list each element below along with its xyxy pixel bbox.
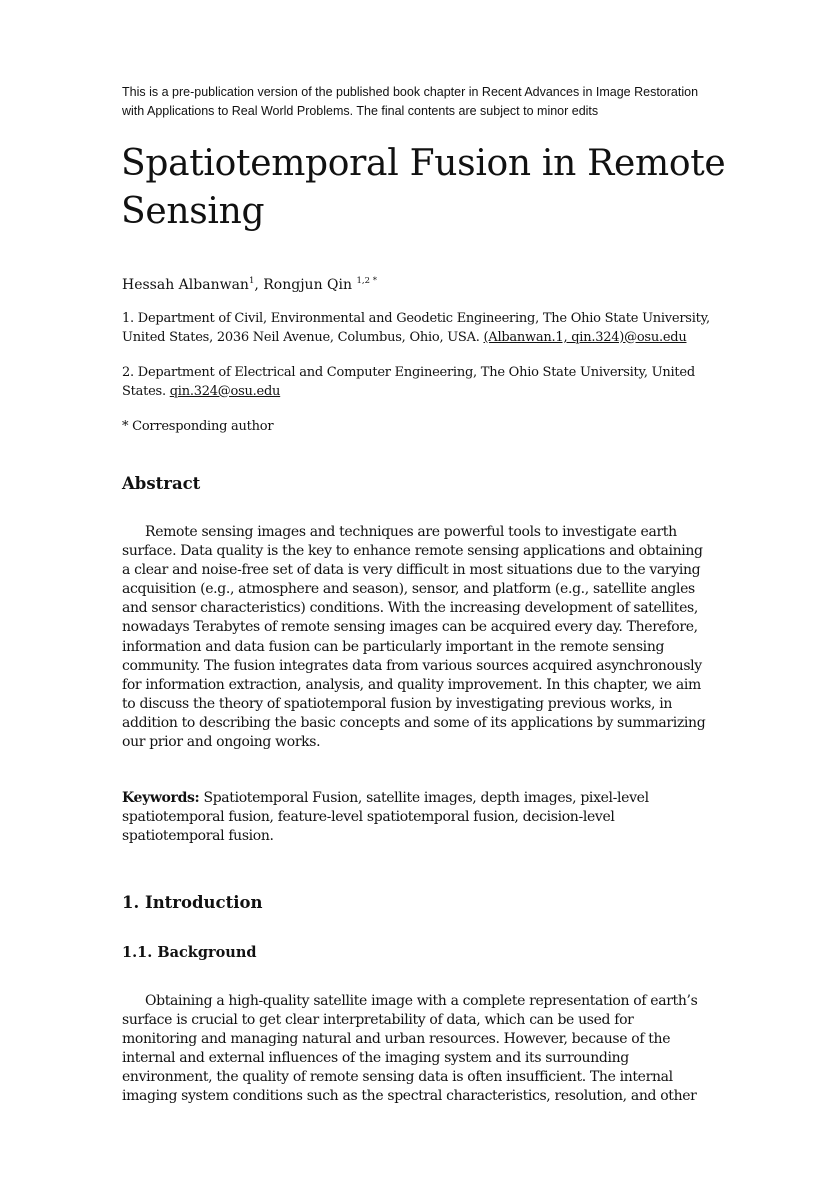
introduction-heading: 1. Introduction — [122, 893, 263, 912]
background-body: Obtaining a high-quality satellite image with a complete representation of earth’s surface is crucial to get clear interpretability of data, which can be used for monitoring and managing natural and urban resources. However, because of the internal and external influences of the imaging system and its surrounding environment, the quality of remote sensing data is often insufficient. The internal imaging system conditions such as the spectral characteristics, resolution, and other — [122, 993, 698, 1105]
email-link-1[interactable]: (Albanwan.1, qin.324)@osu.edu — [483, 329, 687, 345]
corresponding-author-note: * Corresponding author — [122, 419, 274, 434]
author-name: Hessah Albanwan — [122, 277, 249, 293]
author-affiliation-marker: 1 — [248, 276, 255, 286]
paper-title — [121, 140, 761, 236]
title-line-2: Sensing — [121, 191, 265, 232]
affiliation-2-text: 2. Department of Electrical and Computer Engineering, The Ohio State University, United States. — [122, 365, 695, 399]
background-subheading: 1.1. Background — [122, 944, 257, 961]
author-affiliation-marker: 1,2 * — [356, 276, 377, 286]
email-link-2[interactable]: qin.324@osu.edu — [169, 383, 281, 399]
affiliation-1 — [122, 310, 712, 347]
affiliation-1-text: 1. Department of Civil, Environmental and Geodetic Engineering, The Ohio State University, United States, 2036 Neil Avenue, Columbus, Ohio, USA. — [122, 311, 710, 345]
affiliation-2 — [122, 364, 712, 401]
prepublication-notice: This is a pre-publication version of the published book chapter in Recent Advances in Image Restoration with Applications to Real World Problems. The final contents are subject to minor edits — [122, 85, 699, 118]
author-list — [122, 272, 377, 294]
keywords-text: Spatiotemporal Fusion, satellite images, depth images, pixel-level spatiotemporal fusion, feature-level spatiotemporal fusion, decision-level spatiotemporal fusion. — [122, 790, 649, 845]
abstract-paragraph — [122, 523, 712, 752]
author-name: Rongjun Qin — [263, 277, 353, 293]
abstract-body: Remote sensing images and techniques are powerful tools to investigate earth surface. Data quality is the key to enhance remote sensing applications and obtaining a clear and noise-free set of data is very difficult in most situations due to the varying acquisition (e.g., atmosphere and season), sensor, and platform (e.g., satellite angles and sensor characteristics) conditions. With the increasing development of satellites, nowadays Terabytes of remote sensing images can be acquired every day. Therefore, information and data fusion can be particularly important in the remote sensing community. The fusion integrates data from various sources acquired asynchronously for information extraction, analysis, and quality improvement. In this chapter, we aim to discuss the theory of spatiotemporal fusion by investigating previous works, in addition to describing the basic concepts and some of its applications by summarizing our prior and ongoing works. — [122, 524, 706, 751]
keywords-label: Keywords: — [122, 790, 200, 806]
abstract-heading: Abstract — [122, 474, 201, 493]
keywords-paragraph — [122, 789, 712, 846]
author-separator: , — [254, 277, 264, 293]
title-line-1: Spatiotemporal Fusion in Remote — [121, 143, 726, 184]
background-paragraph — [122, 992, 712, 1107]
